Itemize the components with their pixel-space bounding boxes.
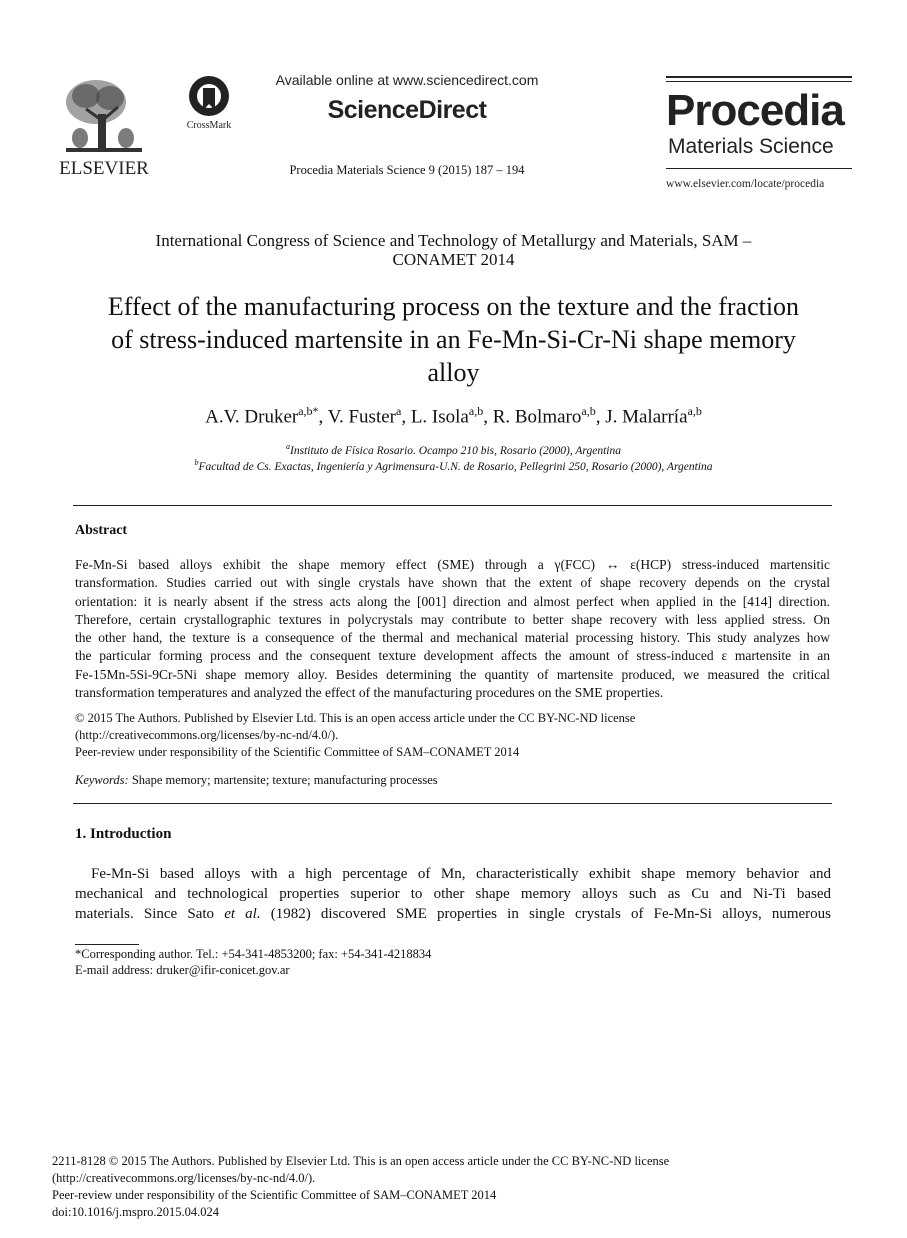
paper-title (60, 290, 847, 389)
keywords-list: Shape memory; martensite; texture; manufacturing processes (128, 773, 438, 787)
abstract-line: the particular forming process and the consequent texture development affects the amount of stress-induced ε martensite in an (75, 648, 830, 664)
license-link[interactable]: (http://creativecommons.org/licenses/by-nc-nd/4.0/). (75, 728, 339, 742)
intro-line: mechanical and technological properties superior to other shape memory alloys such as Cu and Ni-Ti based (75, 886, 831, 902)
author-affiliation-mark: a,b (468, 404, 484, 418)
intro-line-text: Fe-Mn-Si based alloys with a high percentage of Mn, characteristically exhibit shape memory behavior and (91, 866, 831, 882)
intro-line-text: (1982) discovered SME properties in single crystals of Fe-Mn-Si alloys, numerous (260, 906, 832, 922)
footnote-rule (75, 944, 139, 945)
conference-line: International Congress of Science and Technology of Metallurgy and Materials, SAM – (155, 231, 752, 250)
intro-emphasis: et al. (224, 906, 261, 922)
keywords-label: Keywords: (75, 773, 129, 787)
sciencedirect-wordmark[interactable]: ScienceDirect (327, 96, 487, 124)
conference-line: CONAMET 2014 (392, 250, 515, 269)
peer-review-line: Peer-review under responsibility of the Scientific Committee of SAM–CONAMET 2014 (75, 745, 520, 759)
footer-line: Peer-review under responsibility of the Scientific Committee of SAM–CONAMET 2014 (52, 1188, 497, 1202)
author-name: V. Fuster (327, 406, 396, 428)
abstract-heading: Abstract (75, 523, 128, 538)
author-name: R. Bolmaro (492, 406, 582, 428)
author-separator: , (401, 406, 411, 428)
abstract-line: Fe-Mn-Si based alloys exhibit the shape memory effect (SME) through a γ(FCC) ↔ ε(HCP) stress-induced martensitic (75, 557, 830, 572)
affiliation-text: Instituto de Física Rosario. Ocampo 210 bis, Rosario (2000), Argentina (290, 444, 621, 457)
abstract-line: transformation temperatures and analyzed the effect of the manufacturing procedures on the SME properties. (75, 685, 664, 701)
elsevier-wordmark: ELSEVIER (59, 158, 149, 178)
crossmark-logo[interactable] (180, 74, 240, 134)
procedia-rule (666, 168, 852, 169)
author-affiliation-mark: a,b (581, 404, 596, 418)
email-footnote: E-mail address: druker@ifir-conicet.gov.ar (75, 963, 290, 977)
intro-line (75, 904, 831, 924)
footer-line: 2211-8128 © 2015 The Authors. Published by Elsevier Ltd. This is an open access article under the CC BY-NC-ND license (52, 1154, 670, 1168)
author-affiliation-mark: a,b (687, 404, 702, 418)
author-list (60, 404, 847, 428)
author-name: J. Malarría (605, 406, 688, 428)
author-separator: , (318, 406, 328, 428)
title-line: of stress-induced martensite in an Fe-Mn-Si-Cr-Ni shape memory (111, 325, 796, 354)
elsevier-logo (56, 74, 152, 178)
affiliation (60, 442, 847, 457)
abstract-line: transformation. Studies carried out with single crystals have shown that the extent of shape recovery depends on the crystal (75, 575, 830, 591)
abstract-line: the other hand, the texture is a consequence of the thermal and mechanical material processing history. This study analyzes how (75, 630, 830, 646)
page-footer (52, 1153, 812, 1221)
affiliation-mark: b (194, 458, 199, 467)
section-divider (73, 505, 832, 506)
crossmark-icon (180, 74, 240, 134)
intro-line-text: materials. Since Sato (75, 906, 225, 922)
affiliation-text: Facultad de Cs. Exactas, Ingeniería y Agrimensura-U.N. de Rosario, Pellegrini 250, Rosario (2000), Argentina (198, 460, 713, 473)
abstract-line: orientation: it is nearly absent if the stress acts along the [001] direction and almost perfect when applied in the [414] direction. (75, 593, 830, 609)
title-line: Effect of the manufacturing process on the texture and the fraction (107, 292, 800, 321)
author-name: A.V. Druker (205, 406, 299, 428)
author-separator: , (595, 406, 606, 428)
elsevier-tree-icon (56, 74, 152, 178)
conference-name (60, 231, 847, 269)
crossmark-label: CrossMark (186, 120, 232, 131)
section-heading: 1. Introduction (75, 826, 172, 842)
affiliation (60, 458, 847, 473)
procedia-subtitle: Materials Science (668, 135, 834, 158)
title-line: alloy (427, 358, 480, 387)
abstract-body (75, 556, 830, 702)
author-affiliation-mark: a,b* (298, 404, 319, 418)
available-online-text: Available online at www.sciencedirect.com (275, 72, 539, 88)
journal-reference: Procedia Materials Science 9 (2015) 187 – 194 (289, 163, 525, 177)
introduction-body (75, 864, 831, 924)
author-name: L. Isola (410, 406, 469, 428)
procedia-title: Procedia (666, 86, 844, 135)
intro-line (75, 864, 831, 884)
affiliation-mark: a (286, 442, 291, 451)
doi-link[interactable]: doi:10.1016/j.mspro.2015.04.024 (52, 1205, 220, 1219)
license-line: © 2015 The Authors. Published by Elsevier Ltd. This is an open access article under the CC BY-NC-ND license (75, 711, 636, 725)
procedia-url[interactable]: www.elsevier.com/locate/procedia (666, 178, 825, 190)
procedia-rule (666, 81, 852, 82)
abstract-line: Therefore, certain crystallographic textures in polycrystals may contribute to better shape recovery with less applied stress. On (75, 611, 830, 627)
abstract-line: Fe-15Mn-5Si-9Cr-5Ni shape memory alloy. Besides determining the quantity of martensite produced, we measured the critical (75, 666, 830, 682)
section-divider (73, 803, 832, 804)
footer-license-link[interactable]: (http://creativecommons.org/licenses/by-nc-nd/4.0/). (52, 1171, 316, 1185)
author-affiliation-mark: a (396, 404, 402, 418)
corresponding-author-footnote: *Corresponding author. Tel.: +54-341-4853200; fax: +54-341-4218834 (75, 947, 432, 961)
author-separator: , (483, 406, 493, 428)
license-notice (75, 710, 830, 761)
procedia-rule (666, 76, 852, 78)
keywords (75, 773, 830, 788)
